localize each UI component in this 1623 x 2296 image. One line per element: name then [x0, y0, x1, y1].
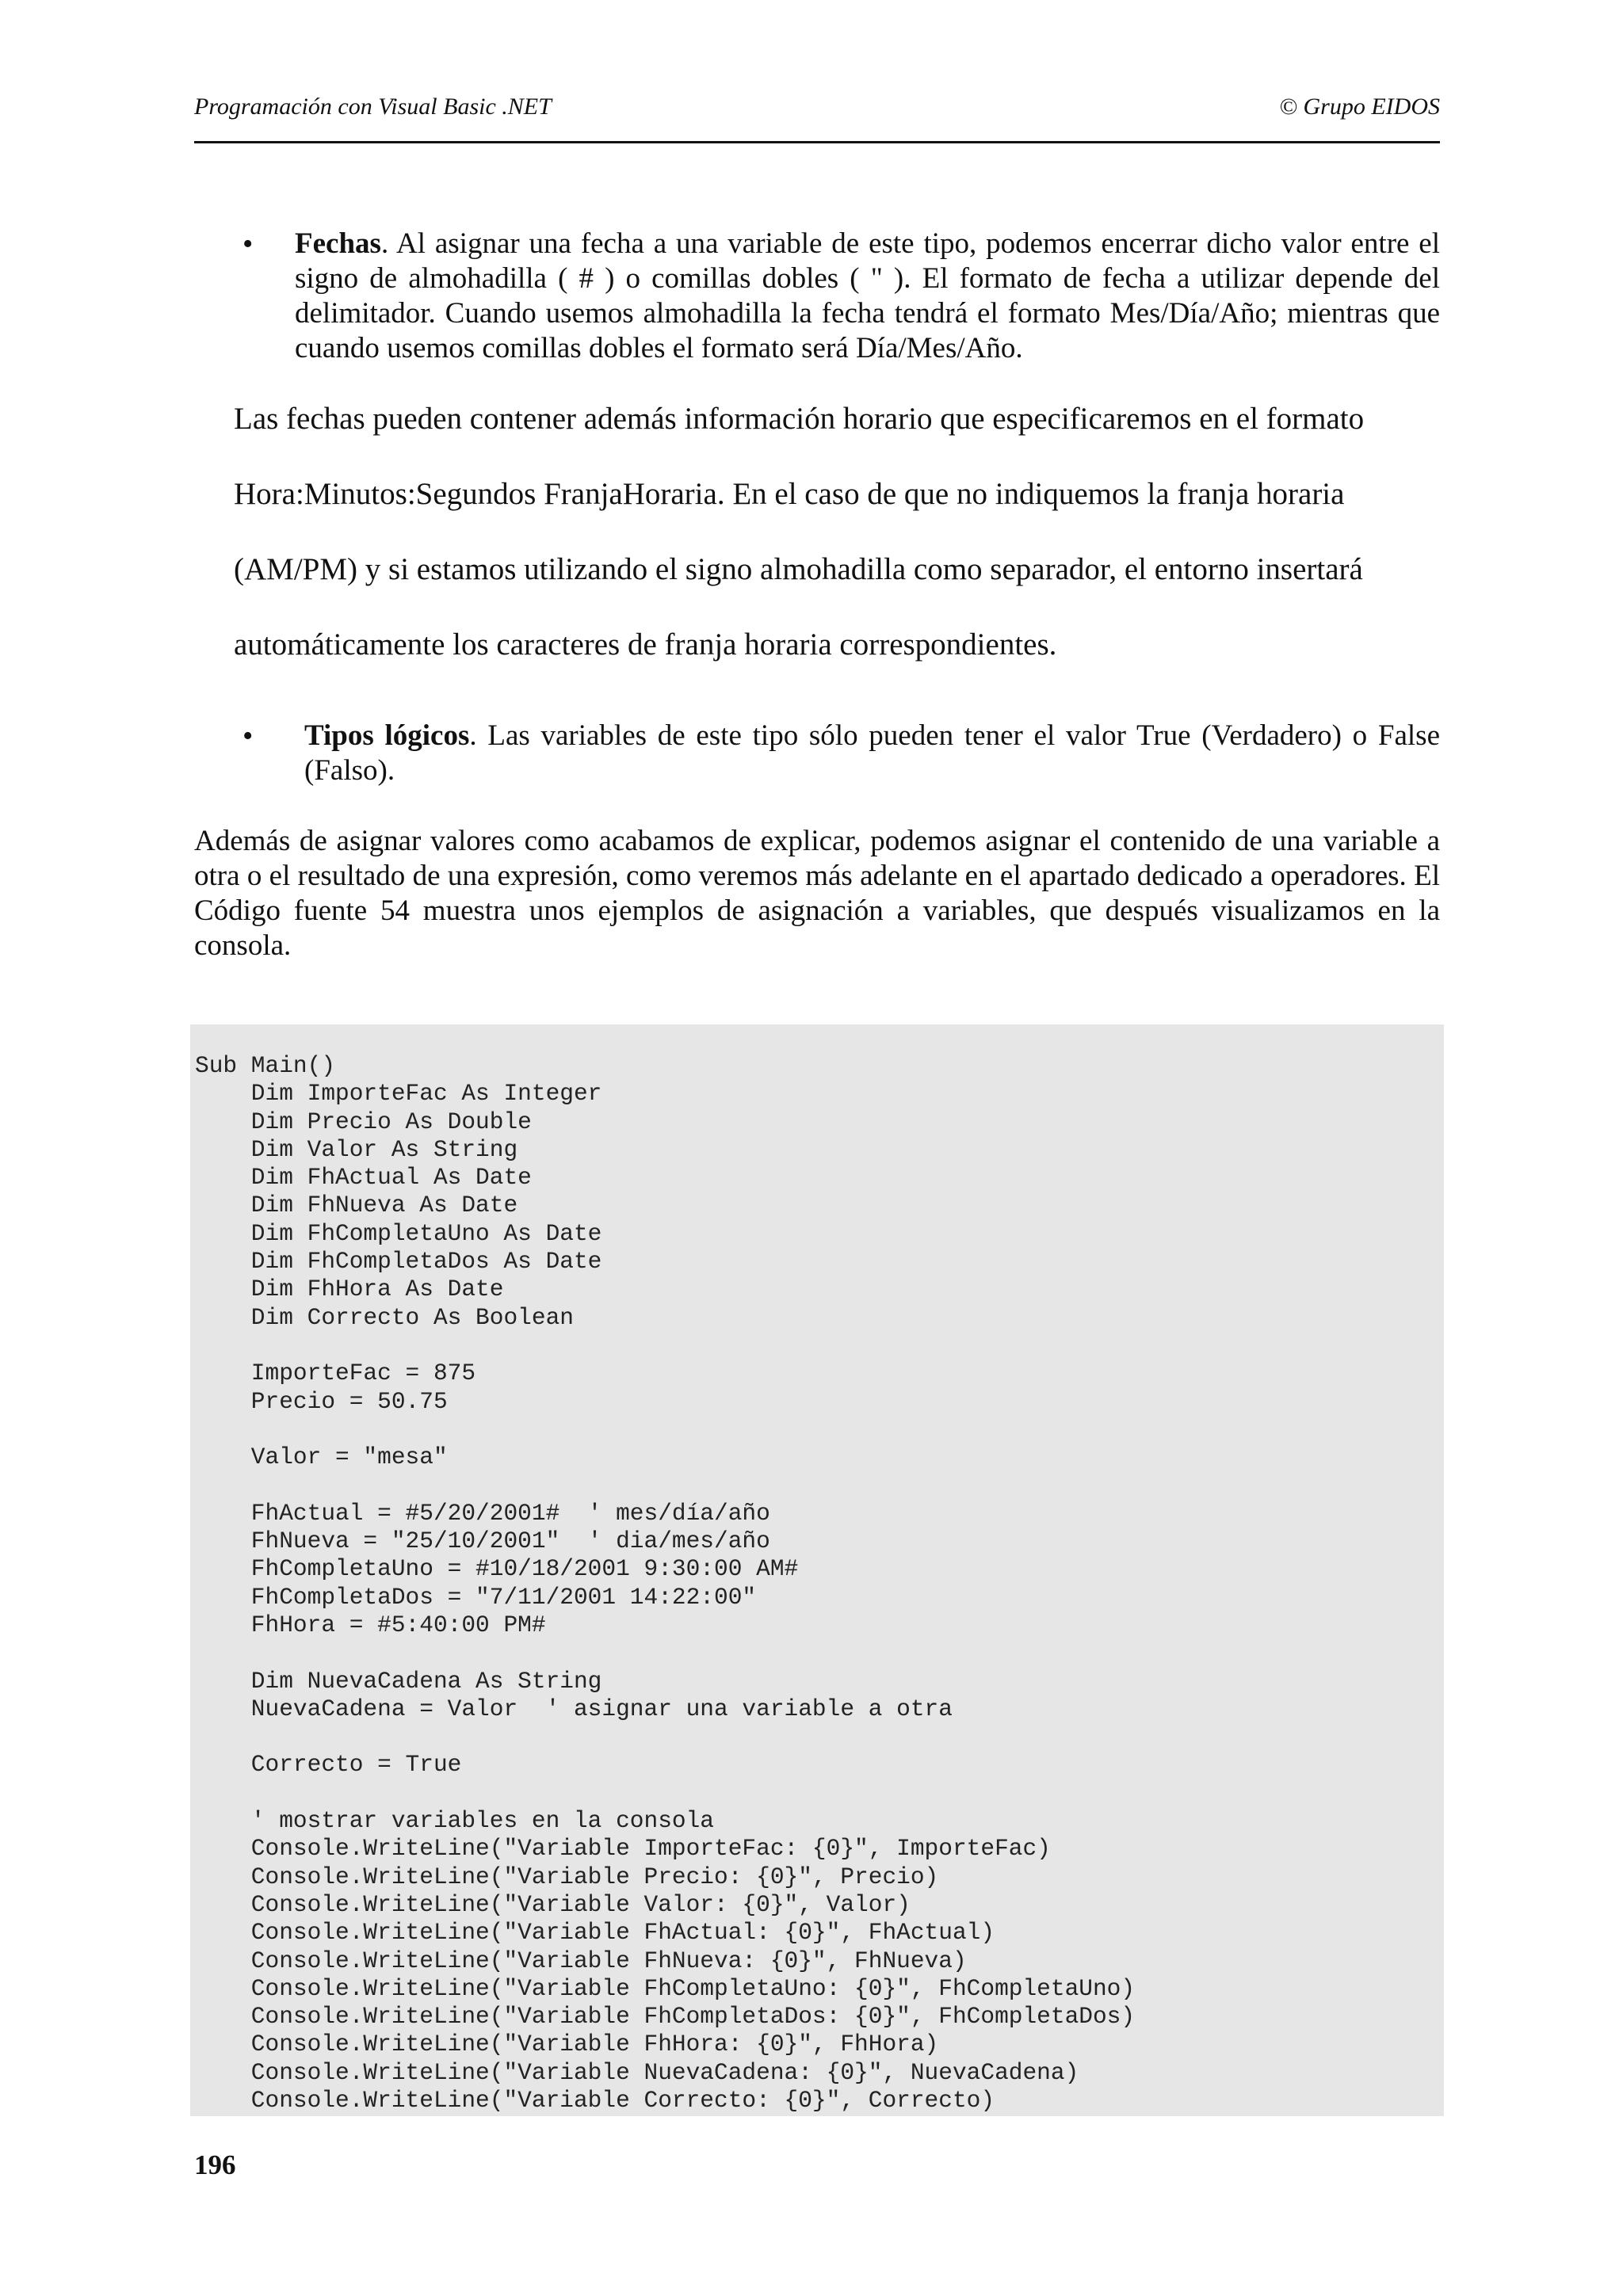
- code-line: [195, 1416, 1135, 1444]
- bullet-description: . Las variables de este tipo sólo pueden tener el valor True (Verdadero) o False (Falso).: [304, 719, 1440, 787]
- paragraph-line: Las fechas pueden contener además información horario que especificaremos en el formato: [234, 402, 1365, 436]
- paragraph-line: automáticamente los caracteres de franja horaria correspondientes.: [234, 627, 1057, 662]
- paragraph-line: (AM/PM) y si estamos utilizando el signo almohadilla como separador, el entorno insertará: [234, 552, 1363, 586]
- bullet-term: Fechas: [295, 227, 381, 260]
- code-line: Console.WriteLine("Variable Precio: {0}", Precio): [195, 1863, 939, 1890]
- code-line: Dim FhCompletaUno As Date: [195, 1219, 602, 1247]
- code-line: FhCompletaUno = #10/18/2001 9:30:00 AM#: [195, 1555, 799, 1583]
- bullet-description: . Al asignar una fecha a una variable de este tipo, podemos encerrar dicho valor entre el signo de almohadilla ( # ) o comillas dobles ( " ). El formato de fecha a utilizar depende del delimitador. Cuando usemos almohadilla la fecha tendrá el formato Mes/Día/Año; mientras que cuando usemos comillas dobles el formato será Día/Mes/Año.: [295, 227, 1440, 364]
- code-line: Dim Precio As Double: [195, 1108, 532, 1135]
- code-line: NuevaCadena = Valor ' asignar una variable a otra: [195, 1695, 953, 1722]
- bullet-marker: •: [242, 719, 254, 753]
- code-line: Sub Main(): [195, 1052, 336, 1079]
- code-line: Console.WriteLine("Variable NuevaCadena: {0}", NuevaCadena): [195, 2058, 1079, 2086]
- page-number: 196: [194, 2149, 236, 2180]
- paragraph-line: Hora:Minutos:Segundos FranjaHoraria. En el caso de que no indiquemos la franja horaria: [234, 477, 1345, 511]
- code-block: [195, 1052, 1135, 2115]
- body-paragraph: Además de asignar valores como acabamos de explicar, podemos asignar el contenido de una variable a otra o el resultado de una expresión, como veremos más adelante en el apartado dedicado a operadores. El Código fuente 54 muestra unos ejemplos de asignación a variables, que después visualizamos en la consola.: [194, 825, 1440, 962]
- bullet-item-tipos-logicos: [304, 719, 1440, 788]
- code-line: FhCompletaDos = "7/11/2001 14:22:00": [195, 1583, 757, 1611]
- code-line: Dim Valor As String: [195, 1135, 518, 1163]
- code-line: Valor = "mesa": [195, 1444, 448, 1471]
- header-book-title: Programación con Visual Basic .NET: [194, 93, 552, 120]
- code-line: Precio = 50.75: [195, 1387, 448, 1415]
- code-line: FhActual = #5/20/2001# ' mes/día/año: [195, 1499, 770, 1527]
- code-line: [195, 1332, 1135, 1360]
- code-line: ImporteFac = 875: [195, 1360, 476, 1387]
- code-line: [195, 1723, 1135, 1751]
- code-line: Console.WriteLine("Variable Valor: {0}", Valor): [195, 1890, 911, 1918]
- code-line: Dim FhHora As Date: [195, 1276, 504, 1303]
- code-line: Dim FhNueva As Date: [195, 1192, 518, 1219]
- code-line: Console.WriteLine("Variable FhCompletaUno: {0}", FhCompletaUno): [195, 1974, 1136, 2002]
- code-line: FhNueva = "25/10/2001" ' dia/mes/año: [195, 1527, 770, 1555]
- code-line: Console.WriteLine("Variable ImporteFac: {0}", ImporteFac): [195, 1835, 1051, 1863]
- code-line: Correcto = True: [195, 1751, 462, 1779]
- bullet-marker: •: [242, 227, 254, 261]
- code-line: Dim FhActual As Date: [195, 1164, 532, 1192]
- header-publisher: © Grupo EIDOS: [1279, 93, 1440, 120]
- code-line: [195, 1639, 1135, 1667]
- code-line: Console.WriteLine("Variable FhHora: {0}", FhHora): [195, 2031, 939, 2058]
- bullet-item-fechas: [295, 227, 1440, 366]
- code-line: FhHora = #5:40:00 PM#: [195, 1611, 546, 1638]
- page-header: [194, 93, 1440, 143]
- code-line: Console.WriteLine("Variable FhNueva: {0}", FhNueva): [195, 1947, 967, 1974]
- code-line: Dim FhCompletaDos As Date: [195, 1248, 602, 1276]
- code-line: Console.WriteLine("Variable FhActual: {0}", FhActual): [195, 1919, 995, 1947]
- code-line: ' mostrar variables en la consola: [195, 1807, 715, 1835]
- code-line: [195, 1471, 1135, 1499]
- bullet-term: Tipos lógicos: [304, 719, 470, 752]
- code-line: Dim ImporteFac As Integer: [195, 1080, 602, 1108]
- code-listing: [190, 1024, 1444, 2116]
- code-line: Dim NuevaCadena As String: [195, 1667, 602, 1695]
- code-line: [195, 1779, 1135, 1807]
- code-line: Console.WriteLine("Variable FhCompletaDos: {0}", FhCompletaDos): [195, 2003, 1136, 2031]
- code-line: Dim Correcto As Boolean: [195, 1303, 574, 1331]
- code-line: Console.WriteLine("Variable Correcto: {0}", Correcto): [195, 2086, 995, 2114]
